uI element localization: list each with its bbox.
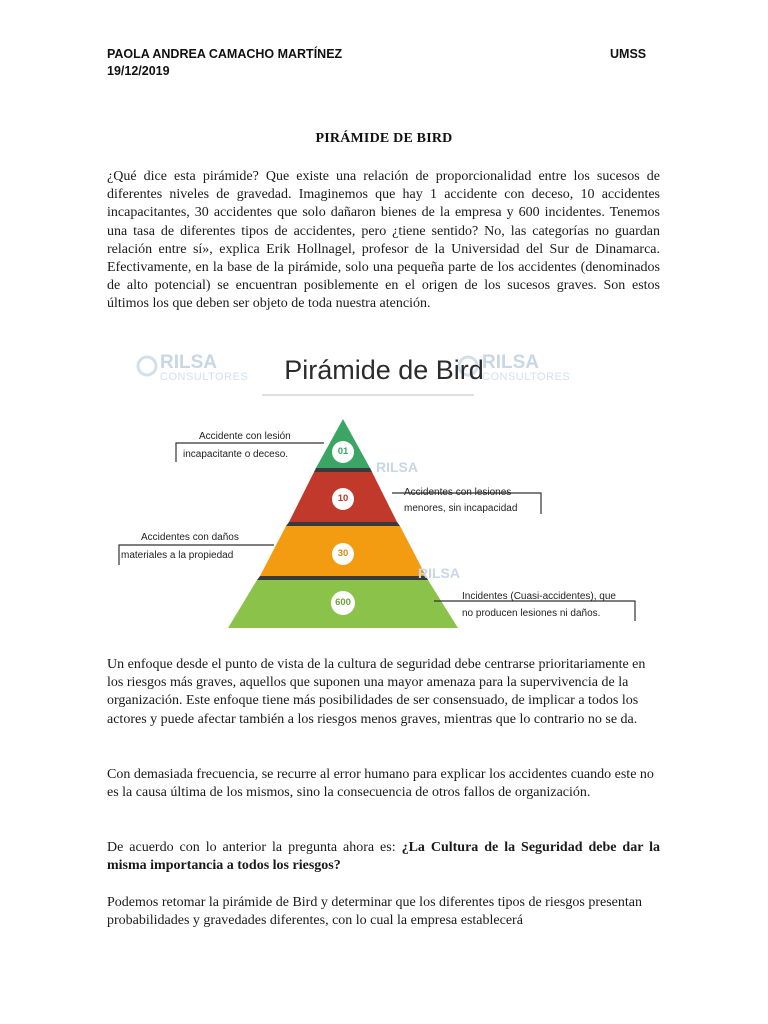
bird-pyramid-figure [0, 335, 768, 635]
watermark-name-left: RILSA [160, 352, 217, 373]
figure-title: Pirámide de Bird [284, 355, 484, 385]
document-date: 19/12/2019 [107, 64, 170, 78]
label-level-3-line1: Accidentes con daños [141, 532, 239, 543]
question-intro: De acuerdo con lo anterior la pregunta ahora es: [107, 840, 402, 855]
question-text: ¿La Cultura de la Seguridad debe dar la misma importancia a todos los riesgos? [107, 840, 660, 874]
label-level-2-line2: menores, sin incapacidad [404, 503, 518, 514]
label-level-2 [404, 486, 517, 516]
watermark-sub-right: CONSULTORES [482, 371, 571, 383]
document-title: PIRÁMIDE DE BIRD [315, 131, 453, 146]
label-level-1-line1: Accidente con lesión [199, 431, 291, 442]
paragraph-question [107, 839, 660, 875]
count-level-1: 01 [337, 446, 349, 457]
separator-3 [257, 576, 428, 580]
paragraph-intro: ¿Qué dice esta pirámide? Que existe una relación de proporcionalidad entre los sucesos de diferentes niveles de gravedad. Imaginemos que hay 1 accidente con deceso, 10 accidentes incapacitantes, 30 accidentes que solo dañaron bienes de la empresa y 600 incidentes. Tenemos una tasa de diferentes tipos de accidentes, pero ¿tiene sentido? No, las categorías no guardan relación entre sí», explica Erik Hollnagel, profesor de la Universidad del Sur de Dinamarca. Efectivamente, en la base de la pirámide, solo una pequeña parte de los accidentes (denominados de alto potencial) se encuentran posiblemente en el origen de los sucesos graves. Son estos últimos los que deben ser objeto de toda nuestra atención. [107, 169, 660, 312]
watermark-sub-left: CONSULTORES [160, 371, 249, 383]
count-level-4: 600 [335, 597, 351, 608]
label-level-1 [183, 430, 291, 462]
watermark-name-right: RILSA [482, 352, 539, 373]
label-level-4 [462, 590, 616, 621]
label-level-4-line2: no producen lesiones ni daños. [462, 608, 601, 619]
paragraph-conclusion: Podemos retomar la pirámide de Bird y determinar que los diferentes tipos de riesgos presentan probabilidades y gravedades diferentes, con lo cual la empresa establecerá [107, 895, 642, 929]
separator-1 [314, 468, 372, 472]
author-name: PAOLA ANDREA CAMACHO MARTÍNEZ [107, 47, 343, 61]
paragraph-safety-culture: Un enfoque desde el punto de vista de la cultura de seguridad debe centrarse prioritariamente en los riesgos más graves, aquellos que suponen una mayor amenaza para la supervivencia de la organización. Este enfoque tiene más posibilidades de ser consensuado, de implicar a todos los actores y puede afectar también a los riesgos menos graves, mientras que lo contrario no se da. [107, 657, 646, 727]
label-level-3 [121, 531, 239, 563]
watermark-name-low: RILSA [418, 565, 460, 581]
label-level-3-line2: materiales a la propiedad [121, 550, 234, 561]
paragraph-human-error: Con demasiada frecuencia, se recurre al error humano para explicar los accidentes cuando este no es la causa última de los mismos, sino la consecuencia de otros fallos de organización. [107, 767, 654, 801]
label-level-1-line2: incapacitante o deceso. [183, 449, 289, 460]
separator-2 [286, 522, 400, 526]
institution-name: UMSS [610, 47, 647, 61]
count-level-3: 30 [337, 548, 349, 559]
count-level-2: 10 [337, 493, 349, 504]
watermark-name-mid: RILSA [376, 459, 418, 475]
label-level-4-line1: Incidentes (Cuasi-accidentes), que [462, 591, 616, 602]
label-level-2-line1: Accidentes con lesiones [404, 487, 512, 498]
